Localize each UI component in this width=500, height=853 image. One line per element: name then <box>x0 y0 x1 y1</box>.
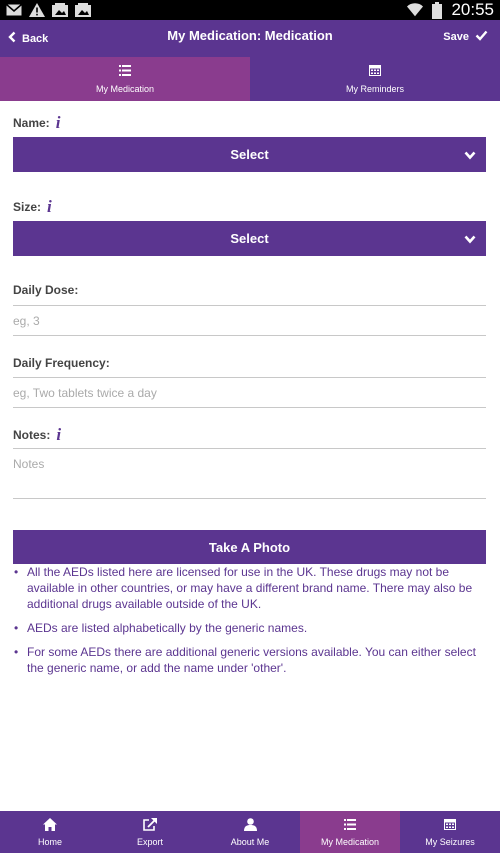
calendar-icon <box>443 818 457 831</box>
checkmark-icon <box>475 30 488 44</box>
list-icon <box>119 65 131 78</box>
list-item: • All the AEDs listed here are licensed for use in the UK. These drugs may not be available in other countries, or may have a different brand name. There may also be additional drugs available outside of the UK. <box>13 564 488 612</box>
list-icon <box>343 818 357 831</box>
nav-label: My Medication <box>320 836 380 847</box>
daily-dose-input[interactable] <box>13 306 486 336</box>
nav-about-me[interactable] <box>200 811 300 853</box>
tab-my-medication[interactable] <box>0 57 250 101</box>
clock: 20:55 <box>451 0 494 19</box>
export-icon <box>143 818 157 831</box>
name-select[interactable] <box>13 137 486 172</box>
nav-label: About Me <box>230 836 270 847</box>
nav-my-seizures[interactable] <box>400 811 500 853</box>
tab-bar <box>0 57 500 101</box>
save-button[interactable] <box>443 20 488 53</box>
notification-icons <box>6 2 91 17</box>
wifi-icon <box>407 3 423 18</box>
image-icon <box>75 2 91 17</box>
list-item: • AEDs are listed alphabetically by the generic names. <box>13 620 488 636</box>
status-bar <box>0 0 500 20</box>
notes-label-row <box>13 426 486 444</box>
battery-icon <box>429 3 445 18</box>
list-item: • For some AEDs there are additional generic versions available. You can either select the generic name, or add the name under 'other'. <box>13 644 488 676</box>
nav-my-medication[interactable] <box>300 811 400 853</box>
size-select-value: Select <box>230 231 269 246</box>
chevron-down-icon <box>464 232 476 247</box>
nav-label: Home <box>37 836 62 847</box>
daily-dose-label: Daily Dose: <box>13 283 79 297</box>
bottom-nav <box>0 811 500 853</box>
tab-label: My Reminders <box>345 83 404 94</box>
calendar-icon <box>369 65 381 78</box>
size-label: Size: <box>13 200 42 214</box>
back-label: Back <box>22 32 49 45</box>
save-label: Save <box>443 30 469 43</box>
chevron-down-icon <box>464 148 476 163</box>
gmail-icon <box>6 2 22 17</box>
home-icon <box>43 818 57 831</box>
size-label-row <box>13 199 486 215</box>
info-notes-list <box>13 564 488 684</box>
tab-my-reminders[interactable] <box>250 57 500 101</box>
nav-label: Export <box>136 836 163 847</box>
daily-frequency-input[interactable] <box>13 378 486 408</box>
notes-label: Notes: <box>13 428 51 442</box>
name-label: Name: <box>13 116 50 130</box>
warning-icon <box>29 2 45 17</box>
info-icon[interactable]: i <box>47 197 52 216</box>
size-select[interactable] <box>13 221 486 256</box>
nav-export[interactable] <box>100 811 200 853</box>
take-photo-button[interactable]: Take A Photo <box>13 530 486 564</box>
nav-label: My Seizures <box>425 836 475 847</box>
tab-label: My Medication <box>95 83 155 94</box>
image-icon <box>52 2 68 17</box>
notes-textarea[interactable] <box>13 449 486 499</box>
title-bar <box>0 20 500 57</box>
person-icon <box>243 818 257 831</box>
daily-frequency-label: Daily Frequency: <box>13 356 110 370</box>
page-title: My Medication: Medication <box>167 28 333 43</box>
nav-home[interactable] <box>0 811 100 853</box>
info-icon[interactable]: i <box>56 425 62 444</box>
name-label-row <box>13 115 486 131</box>
info-icon[interactable]: i <box>55 113 61 132</box>
name-select-value: Select <box>230 147 269 162</box>
medication-form <box>13 101 486 564</box>
